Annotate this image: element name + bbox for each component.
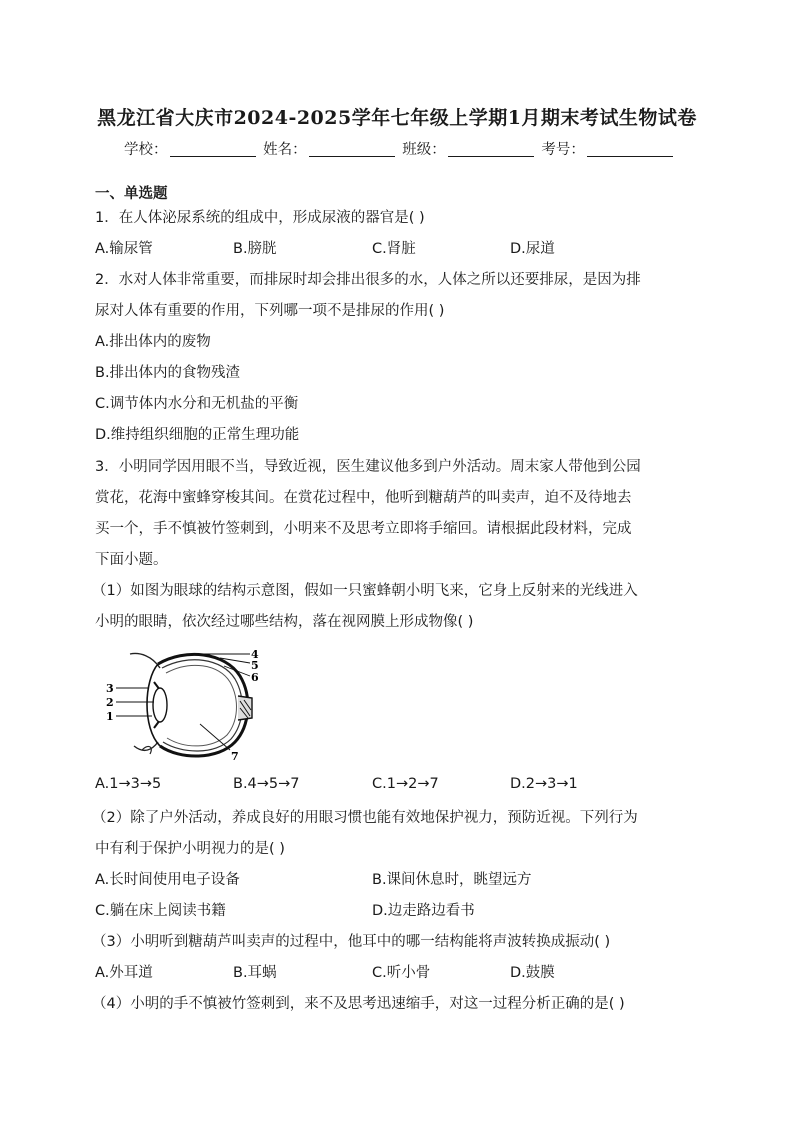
subquestion-1-option-c: C.1→2→7 bbox=[372, 776, 439, 792]
class-label: 班级： bbox=[402, 142, 446, 158]
student-info-row bbox=[124, 138, 676, 159]
question-2-option-d: D.维持组织细胞的正常生理功能 bbox=[95, 427, 300, 443]
subquestion-3-option-c: C.听小骨 bbox=[372, 965, 431, 981]
name-label: 姓名： bbox=[263, 142, 307, 158]
question-3-stem-line4: 下面小题。 bbox=[95, 552, 168, 568]
number-blank[interactable] bbox=[587, 142, 673, 157]
subquestion-2-option-a: A.长时间使用电子设备 bbox=[95, 872, 240, 888]
subquestion-2-line2: 中有利于保护小明视力的是( ) bbox=[95, 841, 285, 857]
subquestion-4-line1: （4）小明的手不慎被竹签刺到，来不及思考迅速缩手，对这一过程分析正确的是( ) bbox=[92, 996, 625, 1012]
subquestion-1-option-d: D.2→3→1 bbox=[510, 776, 578, 792]
subquestion-1-option-a: A.1→3→5 bbox=[95, 776, 162, 792]
question-3-stem-line3: 买一个，手不慎被竹签刺到，小明来不及思考立即将手缩回。请根据此段材料，完成 bbox=[95, 521, 632, 537]
subquestion-2-line1: （2）除了户外活动，养成良好的用眼习惯也能有效地保护视力，预防近视。下列行为 bbox=[92, 810, 638, 826]
question-2-stem-line1: 2．水对人体非常重要，而排尿时却会排出很多的水，人体之所以还要排尿，是因为排 bbox=[95, 272, 641, 288]
subquestion-2-option-d: D.边走路边看书 bbox=[372, 903, 475, 919]
eyeball-diagram bbox=[100, 646, 270, 766]
subquestion-2-option-b: B.课间休息时，眺望远方 bbox=[372, 872, 532, 888]
eye-label-3: 3 bbox=[106, 682, 114, 695]
subquestion-2-option-c: C.躺在床上阅读书籍 bbox=[95, 903, 226, 919]
section-heading: 一、单选题 bbox=[95, 186, 168, 202]
question-1-stem: 1．在人体泌尿系统的组成中，形成尿液的器官是( ) bbox=[95, 210, 425, 226]
number-label: 考号： bbox=[541, 142, 585, 158]
school-label: 学校： bbox=[124, 142, 168, 158]
name-blank[interactable] bbox=[309, 142, 395, 157]
question-2-option-a: A.排出体内的废物 bbox=[95, 334, 211, 350]
exam-title: 黑龙江省大庆市2024-2025学年七年级上学期1月期末考试生物试卷 bbox=[97, 107, 697, 129]
question-3-stem-line2: 赏花，花海中蜜蜂穿梭其间。在赏花过程中，他听到糖葫芦的叫卖声，迫不及待地去 bbox=[95, 490, 632, 506]
eye-label-7: 7 bbox=[231, 750, 239, 763]
subquestion-1-line2: 小明的眼睛，依次经过哪些结构，落在视网膜上形成物像( ) bbox=[95, 614, 474, 630]
eye-label-6: 6 bbox=[251, 671, 259, 684]
question-1-option-a: A.输尿管 bbox=[95, 241, 153, 257]
question-2-option-b: B.排出体内的食物残渣 bbox=[95, 365, 241, 381]
question-3-stem-line1: 3．小明同学因用眼不当，导致近视，医生建议他多到户外活动。周末家人带他到公园 bbox=[95, 459, 641, 475]
subquestion-3-option-d: D.鼓膜 bbox=[510, 965, 555, 981]
eye-label-4: 4 bbox=[251, 648, 259, 661]
question-2-stem-line2: 尿对人体有重要的作用，下列哪一项不是排尿的作用( ) bbox=[95, 303, 445, 319]
school-blank[interactable] bbox=[170, 142, 256, 157]
question-1-option-b: B.膀胱 bbox=[233, 241, 277, 257]
class-blank[interactable] bbox=[448, 142, 534, 157]
question-2-option-c: C.调节体内水分和无机盐的平衡 bbox=[95, 396, 299, 412]
subquestion-1-option-b: B.4→5→7 bbox=[233, 776, 300, 792]
question-1-option-c: C.肾脏 bbox=[372, 241, 416, 257]
eye-label-2: 2 bbox=[106, 696, 114, 709]
subquestion-3-line1: （3）小明听到糖葫芦叫卖声的过程中，他耳中的哪一结构能将声波转换成振动( ) bbox=[92, 934, 611, 950]
subquestion-3-option-a: A.外耳道 bbox=[95, 965, 153, 981]
question-1-option-d: D.尿道 bbox=[510, 241, 555, 257]
subquestion-3-option-b: B.耳蜗 bbox=[233, 965, 277, 981]
eye-label-1: 1 bbox=[106, 710, 114, 723]
eye-label-5: 5 bbox=[251, 659, 259, 672]
subquestion-1-line1: （1）如图为眼球的结构示意图，假如一只蜜蜂朝小明飞来，它身上反射来的光线进入 bbox=[92, 583, 638, 599]
